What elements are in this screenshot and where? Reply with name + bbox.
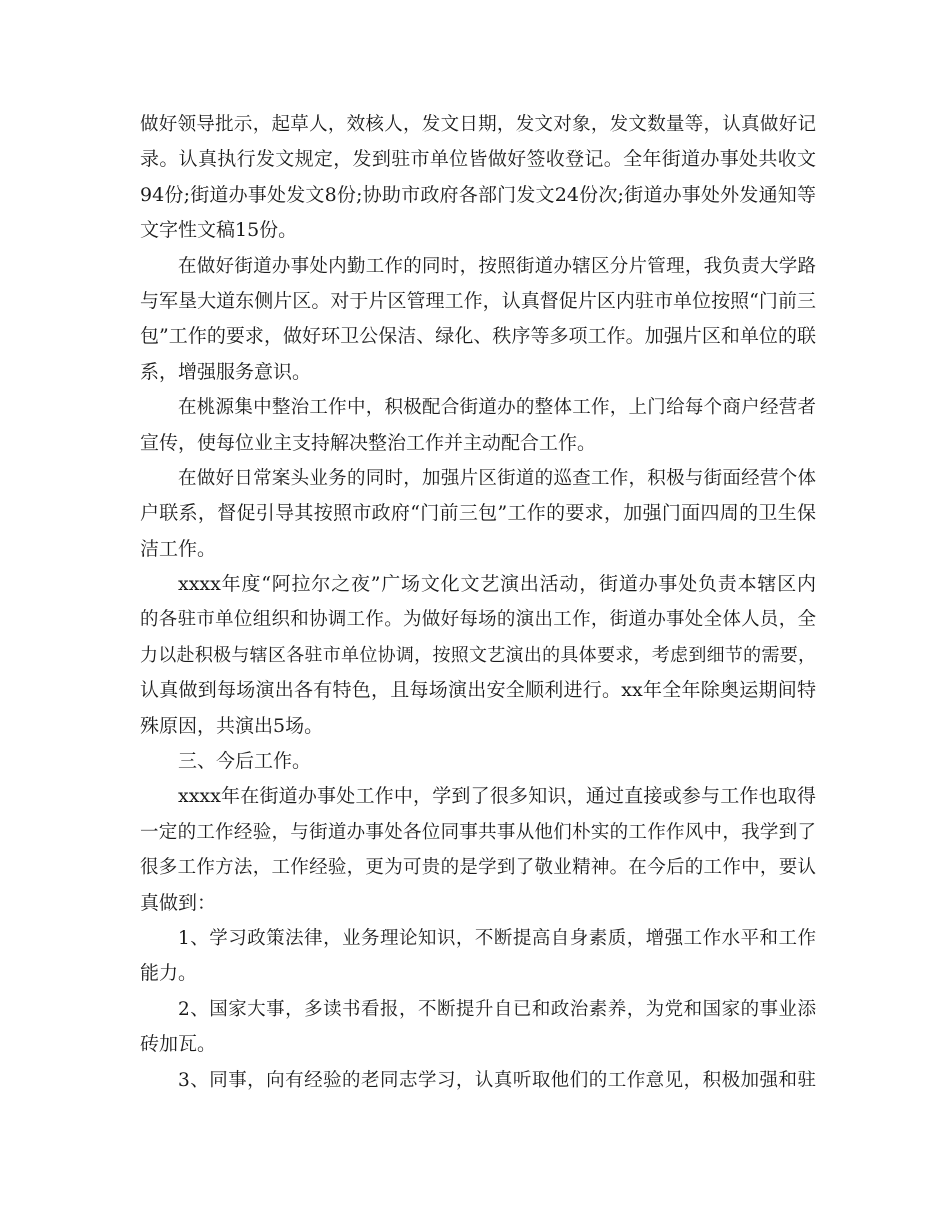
text-line: 系，增强服务意识。 [140, 360, 312, 383]
text-line: 一定的工作经验，与街道办事处各位同事共事从他们朴实的工作作风中，我学到了 [140, 821, 816, 843]
text-line: 力以赴积极与辖区各驻市单位协调，按照文艺演出的具体要求，考虑到细节的需要， [140, 644, 816, 666]
text-line: 的各驻市单位组织和协调工作。为做好每场的演出工作，街道办事处全体人员，全 [140, 609, 816, 631]
text-line: 认真做到每场演出各有特色，且每场演出安全顺利进行。xx年全年除奥运期间特 [140, 679, 816, 702]
text-line: 文字性文稿15份。 [140, 219, 298, 242]
text-line: 在桃源集中整治工作中，积极配合街道办的整体工作，上门给每个商户经营者 [178, 397, 816, 419]
text-line: 真做到： [140, 891, 217, 914]
text-line: 户联系，督促引导其按照市政府“门前三包”工作的要求，加强门面四周的卫生保 [140, 502, 816, 525]
text-line: 在做好街道办事处内勤工作的同时，按照街道办辖区分片管理，我负责大学路 [178, 255, 816, 277]
text-line: 很多工作方法，工作经验，更为可贵的是学到了敬业精神。在今后的工作中，要认 [140, 857, 816, 879]
document-body [140, 107, 816, 1098]
text-line: 3、同事，向有经验的老同志学习，认真听取他们的工作意见，积极加强和驻 [178, 1069, 816, 1091]
text-line: 殊原因，共演出5场。 [140, 714, 324, 737]
text-line: 与军垦大道东侧片区。对于片区管理工作，认真督促片区内驻市单位按照“门前三 [140, 289, 816, 312]
text-line: xxxx年在街道办事处工作中，学到了很多知识，通过直接或参与工作也取得 [178, 785, 816, 808]
text-line: 砖加瓦。 [140, 1033, 217, 1056]
text-line: 录。认真执行发文规定，发到驻市单位皆做好签收登记。全年街道办事处共收文 [140, 148, 816, 171]
text-line: 94份;街道办事处发文8份;协助市政府各部门发文24份次;街道办事处外发通知等 [140, 183, 816, 206]
text-line: xxxx年度“阿拉尔之夜”广场文化文艺演出活动，街道办事处负责本辖区内 [178, 573, 816, 596]
text-line: 包”工作的要求，做好环卫公保洁、绿化、秩序等多项工作。加强片区和单位的联 [140, 325, 816, 348]
text-line: 做好领导批示，起草人，效核人，发文日期，发文对象，发文数量等，认真做好记 [140, 114, 816, 135]
text-line: 宣传，使每位业主支持解决整治工作并主动配合工作。 [140, 431, 597, 454]
text-line: 能力。 [140, 962, 198, 985]
text-line: 三、今后工作。 [178, 750, 312, 773]
text-line: 在做好日常案头业务的同时，加强片区街道的巡查工作，积极与街面经营个体 [178, 467, 816, 489]
text-line: 1、学习政策法律，业务理论知识，不断提高自身素质，增强工作水平和工作 [178, 927, 816, 949]
text-line: 洁工作。 [140, 537, 217, 560]
text-line: 2、国家大事，多读书看报，不断提升自已和政治素养，为党和国家的事业添 [178, 998, 816, 1020]
